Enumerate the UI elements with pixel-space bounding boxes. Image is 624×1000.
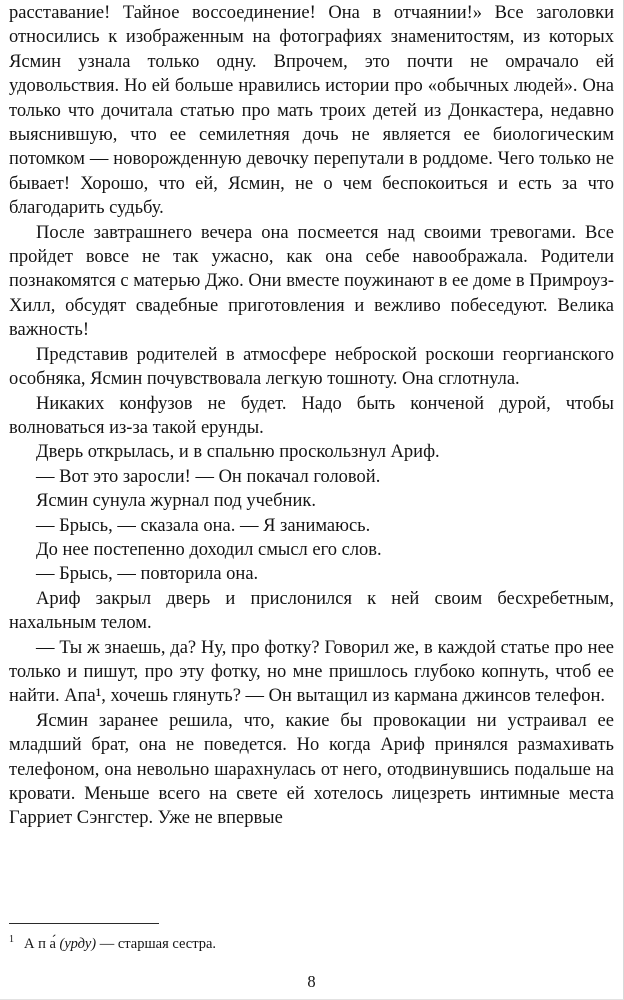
footnote-definition: — старшая сестра. <box>96 936 217 952</box>
paragraph: После завтрашнего вечера она посмеется над своими тревогами. Все пройдет вовсе не так ужасно, как она себе навоображала. Родители познакомятся с матерью Джо. Они вместе поужинают в ее доме в Примроуз-Хилл, обсудят свадебные приготовления и вежливо побеседуют. Велика важность! <box>9 222 615 341</box>
footnote-marker: 1 <box>9 934 14 946</box>
page-number: 8 <box>307 972 316 991</box>
body-text <box>9 1 614 831</box>
paragraph: — Ты ж знаешь, да? Ну, про фотку? Говорил же, в каждой статье про нее только и пишут, про эту фотку, но мне пришлось глубоко копнуть, чтоб ее найти. Апа¹, хочешь глянуть? — Он вытащил из кармана джинсов телефон. <box>9 637 614 707</box>
paragraph: Никаких конфузов не будет. Надо быть конченой дурой, чтобы волноваться из-за такой ерунды. <box>9 393 614 438</box>
paragraph: До нее постепенно доходил смысл его слов. <box>36 539 382 560</box>
paragraph: Представив родителей в атмосфере неброской роскоши георгианского особняка, Ясмин почувствовала легкую тошноту. Она сглотнула. <box>9 344 614 390</box>
footnote-language: (урду) <box>59 936 97 952</box>
paragraph: — Вот это заросли! — Он покачал головой. <box>36 466 381 487</box>
paragraph: — Брысь, — сказала она. — Я занимаюсь. <box>36 515 371 536</box>
paragraph: — Брысь, — повторила она. <box>36 564 259 585</box>
paragraph: расставание! Тайное воссоединение! Она в отчаянии!» Все заголовки относились к изображенным на фотографиях знаменитостям, из которых Ясмин узнала только одну. Впрочем, это почти не омрачало ей удовольствия. Но ей больше нравились истории про «обычных людей». Она только что дочитала статью про мать троих детей из Донкастера, недавно выяснившую, что ее семилетняя дочь не является ее биологическим потомком — новорожденную девочку перепутали в роддоме. Чего только не бывает! Хорошо, что ей, Ясмин, не о чем беспокоиться и есть за что благодарить судьбу. <box>9 3 614 219</box>
paragraph: Ариф закрыл дверь и прислонился к ней своим бесхребетным, нахальным телом. <box>9 588 614 634</box>
footnote-separator <box>9 923 159 924</box>
paragraph: Ясмин сунула журнал под учебник. <box>36 491 316 512</box>
footnote-area <box>9 923 614 953</box>
footnote-term: А п а́ <box>24 936 60 952</box>
paragraph: Дверь открылась, и в спальню проскользнул Ариф. <box>36 442 440 463</box>
footnote <box>9 931 614 953</box>
paragraph: Ясмин заранее решила, что, какие бы провокации ни устраивал ее младший брат, она не поведется. Но когда Ариф принялся размахивать телефоном, она невольно шарахнулась от него, отодвинувшись подальше на кровати. Меньше всего на свете ей хотелось лицезреть интимные места Гарриет Сэнгстер. Уже не впервые <box>9 710 614 829</box>
